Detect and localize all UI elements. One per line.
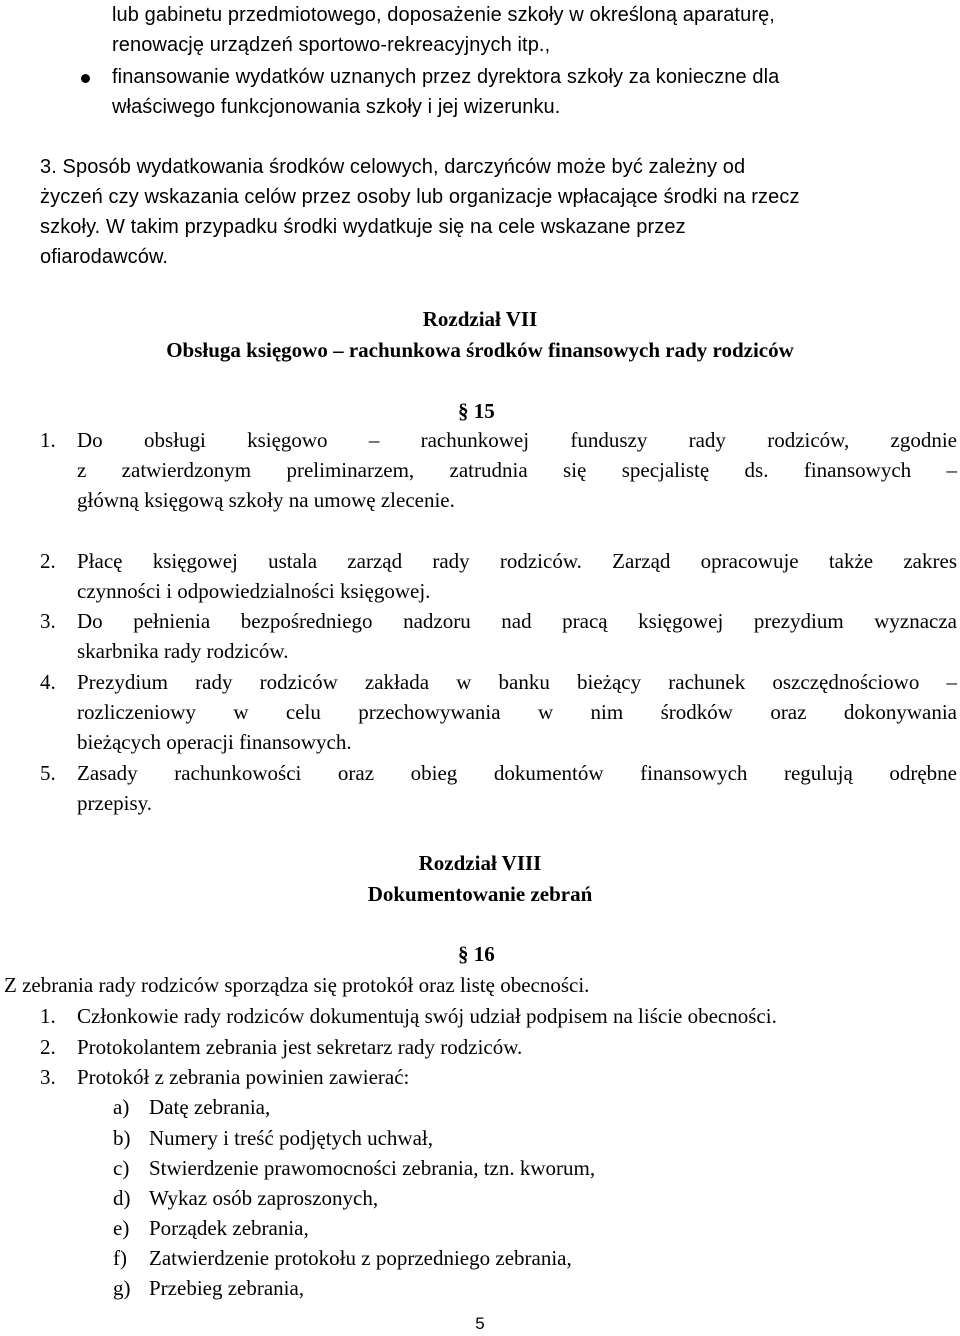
bullet-text: właściwego funkcjonowania szkoły i jej wizerunku.	[112, 96, 561, 118]
item-number: 2.	[40, 549, 56, 573]
bullet-icon	[81, 74, 90, 83]
chapter-title: Rozdział VII	[422, 307, 538, 331]
item-line: Prezydium rady rodziców zakłada w banku bieżący rachunek oszczędnościowo –	[77, 670, 957, 694]
item-line: Płacę księgowej ustala zarząd rady rodziców. Zarząd opracowuje także zakres	[77, 549, 957, 573]
subitem-text: Numery i treść podjętych uchwał,	[149, 1126, 433, 1150]
subitem-text: Stwierdzenie prawomocności zebrania, tzn. kworum,	[149, 1156, 596, 1180]
section-number: 16	[473, 942, 495, 966]
section-sign-icon: §	[458, 399, 469, 423]
subitem-letter: a)	[113, 1095, 130, 1119]
paragraph-line: życzeń czy wskazania celów przez osoby lub organizacje wpłacające środki na rzecz	[40, 186, 800, 208]
item-number: 1.	[40, 1004, 56, 1028]
item-number: 4.	[40, 670, 56, 694]
item-line: z zatwierdzonym preliminarzem, zatrudnia się specjalistę ds. finansowych –	[77, 458, 957, 482]
chapter-title: Rozdział VIII	[418, 851, 542, 875]
item-line: przepisy.	[77, 791, 153, 815]
intro-line: renowację urządzeń sportowo-rekreacyjnych itp.,	[112, 34, 551, 56]
paragraph-line: ofiarodawców.	[40, 246, 169, 268]
section-heading	[458, 396, 495, 426]
item-line: rozliczeniowy w celu przechowywania w nim środków oraz dokonywania	[77, 700, 957, 724]
page-number: 5	[475, 1314, 485, 1333]
item-text: Członkowie rady rodziców dokumentują swój udział podpisem na liście obecności.	[77, 1004, 777, 1028]
bullet-text: finansowanie wydatków uznanych przez dyrektora szkoły za konieczne dla	[112, 66, 780, 88]
item-number: 3.	[40, 609, 56, 633]
item-number: 3.	[40, 1065, 56, 1089]
item-number: 5.	[40, 761, 56, 785]
chapter-subtitle: Obsługa księgowo – rachunkowa środków finansowych rady rodziców	[166, 338, 794, 362]
section-sign-icon: §	[458, 942, 469, 966]
item-line: Do obsługi księgowo – rachunkowej funduszy rady rodziców, zgodnie	[77, 428, 957, 452]
section-number: 15	[473, 399, 495, 423]
subitem-letter: b)	[113, 1126, 131, 1150]
intro-line: lub gabinetu przedmiotowego, doposażenie szkoły w określoną aparaturę,	[112, 4, 775, 26]
item-number: 2.	[40, 1035, 56, 1059]
section-heading	[458, 939, 495, 969]
chapter-subtitle: Dokumentowanie zebrań	[367, 882, 593, 906]
subitem-text: Przebieg zebrania,	[149, 1276, 305, 1300]
subitem-letter: c)	[113, 1156, 130, 1180]
paragraph-line: 3. Sposób wydatkowania środków celowych, darczyńców może być zależny od	[40, 156, 746, 178]
subitem-text: Porządek zebrania,	[149, 1216, 309, 1240]
subitem-letter: d)	[113, 1186, 131, 1210]
item-line: Do pełnienia bezpośredniego nadzoru nad pracą księgowej prezydium wyznacza	[77, 609, 957, 633]
item-line: czynności i odpowiedzialności księgowej.	[77, 579, 431, 603]
item-number: 1.	[40, 428, 56, 452]
item-line: Zasady rachunkowości oraz obieg dokumentów finansowych regulują odrębne	[77, 761, 957, 785]
subitem-letter: f)	[113, 1246, 127, 1270]
section-intro: Z zebrania rady rodziców sporządza się protokół oraz listę obecności.	[4, 973, 590, 997]
item-text: Protokolantem zebrania jest sekretarz rady rodziców.	[77, 1035, 523, 1059]
subitem-text: Wykaz osób zaproszonych,	[149, 1186, 379, 1210]
subitem-text: Datę zebrania,	[149, 1095, 271, 1119]
subitem-letter: g)	[113, 1276, 131, 1300]
item-text: Protokół z zebrania powinien zawierać:	[77, 1065, 410, 1089]
item-line: główną księgową szkoły na umowę zlecenie.	[77, 488, 455, 512]
subitem-letter: e)	[113, 1216, 130, 1240]
item-line: skarbnika rady rodziców.	[77, 639, 289, 663]
paragraph-line: szkoły. W takim przypadku środki wydatkuje się na cele wskazane przez	[40, 216, 686, 238]
subitem-text: Zatwierdzenie protokołu z poprzedniego zebrania,	[149, 1246, 572, 1270]
item-line: bieżących operacji finansowych.	[77, 730, 352, 754]
